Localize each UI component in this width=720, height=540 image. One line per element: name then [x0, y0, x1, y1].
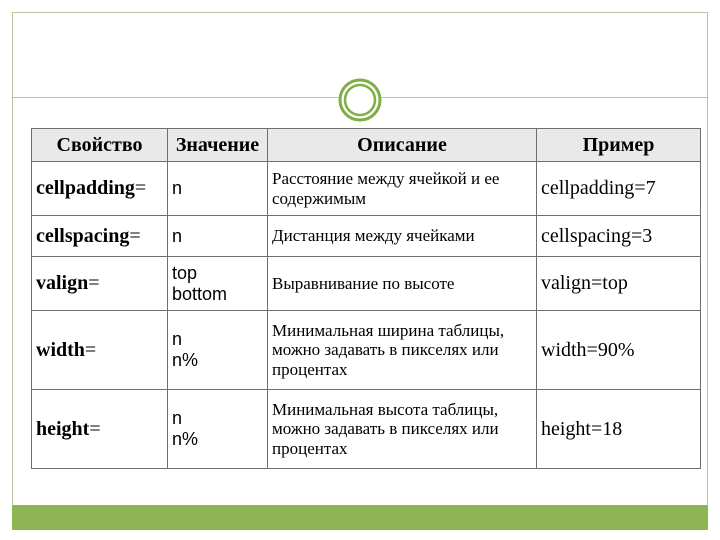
value-cell — [168, 390, 268, 469]
value-line: n% — [172, 429, 199, 449]
example-cell: cellpadding=7 — [537, 162, 701, 216]
example-cell: cellspacing=3 — [537, 216, 701, 257]
table-row — [32, 216, 701, 257]
property-suffix: = — [129, 224, 141, 247]
table-header-row — [32, 129, 701, 162]
value-cell — [168, 257, 268, 311]
property-name: valign — [36, 272, 89, 294]
description-cell: Дистанция между ячейками — [268, 216, 537, 257]
value-line: n — [172, 408, 183, 429]
property-name: height — [36, 417, 90, 440]
header-description: Описание — [268, 129, 537, 162]
example-cell: width=90% — [537, 311, 701, 390]
value-cell — [168, 162, 268, 216]
example-cell: height=18 — [537, 390, 701, 469]
property-name: cellpadding — [36, 177, 135, 199]
value-line: n — [172, 225, 183, 246]
description-cell: Минимальная ширина таблицы, можно задавать в пикселях или процентах — [268, 311, 537, 390]
circle-ornament-icon — [338, 78, 382, 122]
property-suffix: = — [88, 272, 100, 294]
header-value: Значение — [168, 129, 268, 162]
value-line: n — [172, 178, 183, 199]
properties-table — [31, 128, 701, 469]
value-line: n% — [172, 350, 199, 370]
property-suffix: = — [134, 177, 147, 199]
property-cell — [32, 216, 168, 257]
description-cell: Минимальная высота таблицы, можно задавать в пикселях или процентах — [268, 390, 537, 469]
bottom-accent-bar — [12, 505, 708, 530]
property-cell — [32, 257, 168, 311]
table-row — [32, 162, 701, 216]
description-cell: Расстояние между ячейкой и ее содержимым — [268, 162, 537, 216]
table-row — [32, 257, 701, 311]
value-line: bottom — [172, 283, 228, 304]
example-cell: valign=top — [537, 257, 701, 311]
property-cell — [32, 311, 168, 390]
property-cell — [32, 162, 168, 216]
value-line: n — [172, 329, 183, 350]
header-example: Пример — [537, 129, 701, 162]
property-name: cellspacing — [36, 224, 130, 247]
property-cell — [32, 390, 168, 469]
property-name: width — [36, 338, 85, 361]
value-line: top — [172, 262, 198, 283]
header-property: Свойство — [32, 129, 168, 162]
value-cell — [168, 216, 268, 257]
property-suffix: = — [84, 338, 97, 361]
table-row — [32, 390, 701, 469]
property-suffix: = — [89, 417, 101, 440]
value-cell — [168, 311, 268, 390]
description-cell: Выравнивание по высоте — [268, 257, 537, 311]
table-row — [32, 311, 701, 390]
